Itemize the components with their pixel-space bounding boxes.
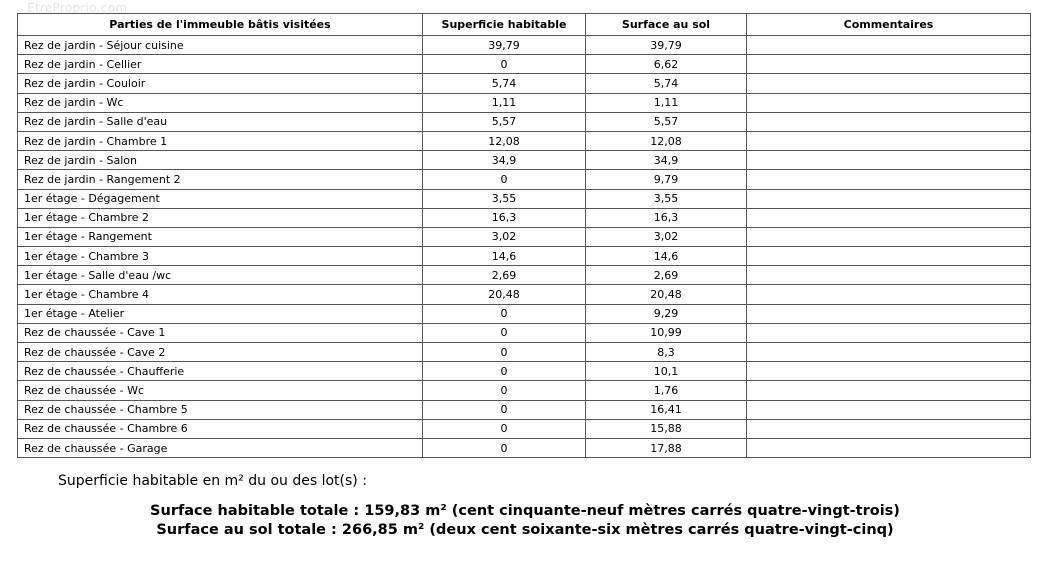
cell-commentaire: [747, 247, 1031, 266]
cell-surface-au-sol: 1,11: [586, 93, 747, 112]
cell-part: Rez de chaussée - Chaufferie: [18, 362, 423, 381]
table-row: [18, 323, 1031, 342]
cell-surface-au-sol: 20,48: [586, 285, 747, 304]
table-row: [18, 74, 1031, 93]
cell-surface-au-sol: 2,69: [586, 266, 747, 285]
table-row: [18, 170, 1031, 189]
table-header-row: [18, 14, 1031, 36]
cell-part: Rez de jardin - Chambre 1: [18, 131, 423, 150]
cell-part: Rez de jardin - Couloir: [18, 74, 423, 93]
cell-surface-au-sol: 17,88: [586, 438, 747, 457]
table-row: [18, 438, 1031, 457]
cell-superficie-habitable: 5,74: [423, 74, 586, 93]
cell-part: 1er étage - Rangement: [18, 227, 423, 246]
cell-part: Rez de jardin - Wc: [18, 93, 423, 112]
table-row: [18, 381, 1031, 400]
cell-surface-au-sol: 10,1: [586, 362, 747, 381]
table-row: [18, 247, 1031, 266]
cell-surface-au-sol: 8,3: [586, 343, 747, 362]
cell-commentaire: [747, 227, 1031, 246]
cell-surface-au-sol: 39,79: [586, 36, 747, 55]
cell-part: Rez de jardin - Cellier: [18, 55, 423, 74]
cell-surface-au-sol: 3,02: [586, 227, 747, 246]
table-row: [18, 362, 1031, 381]
table-row: [18, 419, 1031, 438]
table-row: [18, 36, 1031, 55]
total-sol: Surface au sol totale : 266,85 m² (deux cent soixante-six mètres carrés quatre-vingt-cinq): [156, 522, 894, 538]
cell-part: 1er étage - Chambre 4: [18, 285, 423, 304]
cell-commentaire: [747, 343, 1031, 362]
cell-superficie-habitable: 0: [423, 323, 586, 342]
cell-commentaire: [747, 438, 1031, 457]
surfaces-table: [17, 13, 1031, 458]
cell-surface-au-sol: 15,88: [586, 419, 747, 438]
header-commentaires: Commentaires: [747, 14, 1031, 36]
cell-superficie-habitable: 5,57: [423, 112, 586, 131]
cell-commentaire: [747, 266, 1031, 285]
table-row: [18, 112, 1031, 131]
cell-surface-au-sol: 16,3: [586, 208, 747, 227]
cell-part: Rez de chaussée - Cave 2: [18, 343, 423, 362]
cell-superficie-habitable: 12,08: [423, 131, 586, 150]
cell-commentaire: [747, 112, 1031, 131]
table-row: [18, 227, 1031, 246]
cell-superficie-habitable: 34,9: [423, 151, 586, 170]
cell-superficie-habitable: 0: [423, 438, 586, 457]
table-row: [18, 151, 1031, 170]
cell-part: 1er étage - Salle d'eau /wc: [18, 266, 423, 285]
table-row: [18, 285, 1031, 304]
cell-commentaire: [747, 189, 1031, 208]
cell-commentaire: [747, 400, 1031, 419]
cell-part: 1er étage - Atelier: [18, 304, 423, 323]
cell-surface-au-sol: 9,79: [586, 170, 747, 189]
table-row: [18, 93, 1031, 112]
header-superficie-habitable: Superficie habitable: [423, 14, 586, 36]
cell-superficie-habitable: 0: [423, 55, 586, 74]
cell-superficie-habitable: 0: [423, 381, 586, 400]
cell-superficie-habitable: 0: [423, 304, 586, 323]
cell-part: Rez de chaussée - Cave 1: [18, 323, 423, 342]
table-row: [18, 400, 1031, 419]
cell-part: Rez de chaussée - Chambre 5: [18, 400, 423, 419]
cell-surface-au-sol: 9,29: [586, 304, 747, 323]
cell-part: Rez de jardin - Rangement 2: [18, 170, 423, 189]
cell-part: 1er étage - Chambre 3: [18, 247, 423, 266]
cell-surface-au-sol: 5,74: [586, 74, 747, 93]
cell-superficie-habitable: 0: [423, 419, 586, 438]
cell-superficie-habitable: 0: [423, 362, 586, 381]
cell-part: 1er étage - Chambre 2: [18, 208, 423, 227]
cell-superficie-habitable: 0: [423, 170, 586, 189]
table-row: [18, 131, 1031, 150]
table-row: [18, 55, 1031, 74]
cell-commentaire: [747, 36, 1031, 55]
cell-superficie-habitable: 1,11: [423, 93, 586, 112]
cell-surface-au-sol: 34,9: [586, 151, 747, 170]
cell-superficie-habitable: 16,3: [423, 208, 586, 227]
cell-superficie-habitable: 39,79: [423, 36, 586, 55]
cell-surface-au-sol: 14,6: [586, 247, 747, 266]
cell-part: Rez de chaussée - Wc: [18, 381, 423, 400]
cell-surface-au-sol: 5,57: [586, 112, 747, 131]
cell-commentaire: [747, 93, 1031, 112]
watermark-text: EtreProprio.com: [27, 1, 128, 15]
cell-surface-au-sol: 3,55: [586, 189, 747, 208]
table-row: [18, 304, 1031, 323]
cell-superficie-habitable: 3,55: [423, 189, 586, 208]
cell-superficie-habitable: 0: [423, 400, 586, 419]
cell-part: Rez de jardin - Salle d'eau: [18, 112, 423, 131]
table-row: [18, 189, 1031, 208]
cell-superficie-habitable: 20,48: [423, 285, 586, 304]
cell-part: Rez de chaussée - Chambre 6: [18, 419, 423, 438]
header-parties: Parties de l'immeuble bâtis visitées: [18, 14, 423, 36]
cell-surface-au-sol: 1,76: [586, 381, 747, 400]
total-habitable: Surface habitable totale : 159,83 m² (cent cinquante-neuf mètres carrés quatre-vingt-trois): [150, 503, 900, 519]
cell-commentaire: [747, 131, 1031, 150]
cell-superficie-habitable: 2,69: [423, 266, 586, 285]
cell-surface-au-sol: 6,62: [586, 55, 747, 74]
cell-part: 1er étage - Dégagement: [18, 189, 423, 208]
cell-surface-au-sol: 16,41: [586, 400, 747, 419]
cell-commentaire: [747, 151, 1031, 170]
cell-superficie-habitable: 0: [423, 343, 586, 362]
cell-commentaire: [747, 170, 1031, 189]
cell-commentaire: [747, 304, 1031, 323]
table-row: [18, 266, 1031, 285]
totals-block: [0, 502, 1050, 540]
cell-part: Rez de jardin - Séjour cuisine: [18, 36, 423, 55]
cell-commentaire: [747, 419, 1031, 438]
cell-surface-au-sol: 10,99: [586, 323, 747, 342]
cell-commentaire: [747, 381, 1031, 400]
cell-part: Rez de chaussée - Garage: [18, 438, 423, 457]
cell-commentaire: [747, 208, 1031, 227]
cell-commentaire: [747, 362, 1031, 381]
table-row: [18, 208, 1031, 227]
cell-superficie-habitable: 3,02: [423, 227, 586, 246]
cell-commentaire: [747, 74, 1031, 93]
cell-superficie-habitable: 14,6: [423, 247, 586, 266]
header-surface-au-sol: Surface au sol: [586, 14, 747, 36]
cell-surface-au-sol: 12,08: [586, 131, 747, 150]
cell-commentaire: [747, 285, 1031, 304]
cell-commentaire: [747, 323, 1031, 342]
table-row: [18, 343, 1031, 362]
cell-commentaire: [747, 55, 1031, 74]
lots-label: Superficie habitable en m² du ou des lot(s) :: [58, 473, 367, 489]
cell-part: Rez de jardin - Salon: [18, 151, 423, 170]
